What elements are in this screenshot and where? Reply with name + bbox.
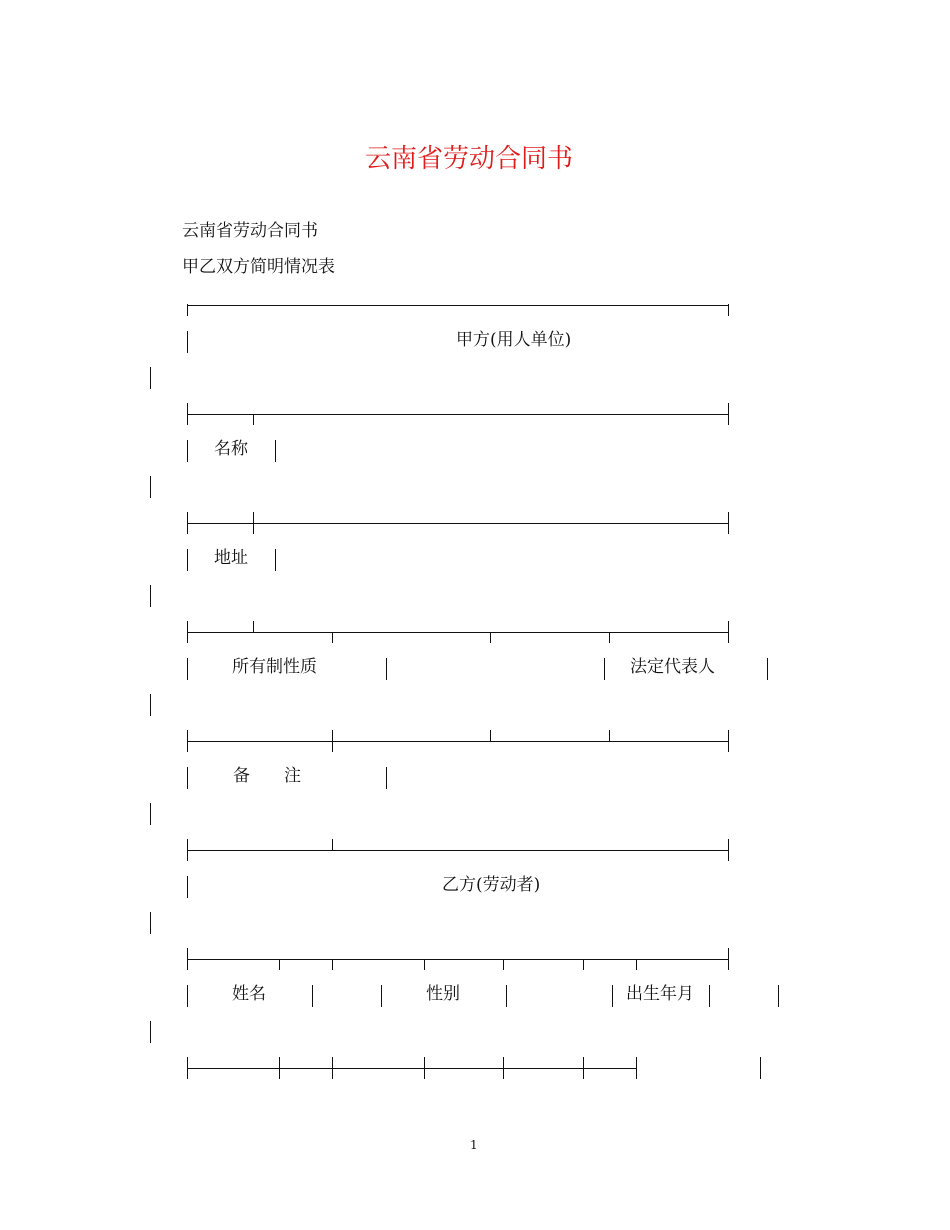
row-bar (506, 985, 507, 1007)
table-rule-1 (188, 305, 729, 306)
rule-tick (332, 730, 333, 752)
rule-tick (279, 1057, 280, 1079)
rule-tick (187, 304, 188, 316)
rule-tick (583, 959, 584, 970)
rule-tick (187, 621, 188, 643)
rule-tick (187, 730, 188, 752)
rule-tick (253, 512, 254, 534)
rule-tick (332, 839, 333, 850)
party-a-name-label: 名称 (214, 439, 248, 459)
rule-tick (332, 959, 333, 970)
document-subtitle: 云南省劳动合同书 (182, 221, 318, 241)
section-heading: 甲乙双方简明情况表 (182, 257, 335, 277)
table-rule-6 (188, 850, 729, 851)
rule-tick (332, 1057, 333, 1079)
row-bar (187, 658, 188, 680)
row-bar (612, 985, 613, 1007)
row-bar (187, 876, 188, 898)
row-bar (275, 549, 276, 571)
document-title: 云南省劳动合同书 (365, 144, 574, 174)
rule-tick (424, 959, 425, 970)
rule-tick (490, 730, 491, 741)
row-bar (604, 658, 605, 680)
margin-bar (150, 1021, 151, 1043)
row-bar (187, 767, 188, 789)
table-rule-3 (188, 523, 729, 524)
party-b-gender-label: 性别 (426, 984, 460, 1004)
row-bar (778, 985, 779, 1007)
rule-tick (728, 839, 729, 861)
rule-tick (728, 948, 729, 970)
party-b-birth-label: 出生年月 (626, 984, 694, 1004)
party-a-address-label: 地址 (214, 548, 248, 568)
rule-tick (609, 632, 610, 643)
table-rule-2 (188, 414, 729, 415)
rule-tick (636, 1057, 637, 1079)
rule-tick (760, 1057, 761, 1079)
row-bar (709, 985, 710, 1007)
rule-tick (424, 1057, 425, 1079)
table-rule-8 (188, 1068, 636, 1069)
rule-tick (583, 1057, 584, 1079)
row-bar (381, 985, 382, 1007)
row-bar (386, 767, 387, 789)
rule-tick (187, 403, 188, 425)
row-bar (767, 658, 768, 680)
rule-tick (728, 512, 729, 534)
rule-tick (728, 730, 729, 752)
margin-bar (150, 912, 151, 934)
table-rule-7 (188, 959, 729, 960)
row-bar (187, 331, 188, 353)
rule-tick (503, 959, 504, 970)
rule-tick (636, 959, 637, 970)
margin-bar (150, 476, 151, 498)
party-a-legal-rep-label: 法定代表人 (630, 657, 715, 677)
rule-tick (503, 1057, 504, 1079)
party-a-header: 甲方(用人单位) (456, 330, 572, 350)
rule-tick (728, 304, 729, 316)
row-bar (386, 658, 387, 680)
party-a-ownership-label: 所有制性质 (232, 657, 317, 677)
row-bar (187, 440, 188, 462)
margin-bar (150, 803, 151, 825)
party-a-remarks-label: 备 注 (233, 766, 301, 786)
rule-tick (332, 632, 333, 643)
page-number: 1 (470, 1138, 478, 1152)
rule-tick (609, 730, 610, 741)
rule-tick (253, 621, 254, 632)
rule-tick (728, 403, 729, 425)
rule-tick (728, 621, 729, 643)
margin-bar (150, 367, 151, 389)
margin-bar (150, 694, 151, 716)
table-rule-4 (188, 632, 729, 633)
party-b-header: 乙方(劳动者) (442, 875, 541, 895)
rule-tick (279, 959, 280, 970)
party-b-name-label: 姓名 (232, 984, 266, 1004)
row-bar (312, 985, 313, 1007)
row-bar (275, 440, 276, 462)
table-rule-5 (188, 741, 729, 742)
row-bar (187, 985, 188, 1007)
rule-tick (187, 512, 188, 534)
rule-tick (187, 839, 188, 861)
rule-tick (187, 948, 188, 970)
rule-tick (253, 414, 254, 425)
rule-tick (490, 632, 491, 643)
margin-bar (150, 585, 151, 607)
row-bar (187, 549, 188, 571)
rule-tick (187, 1057, 188, 1079)
